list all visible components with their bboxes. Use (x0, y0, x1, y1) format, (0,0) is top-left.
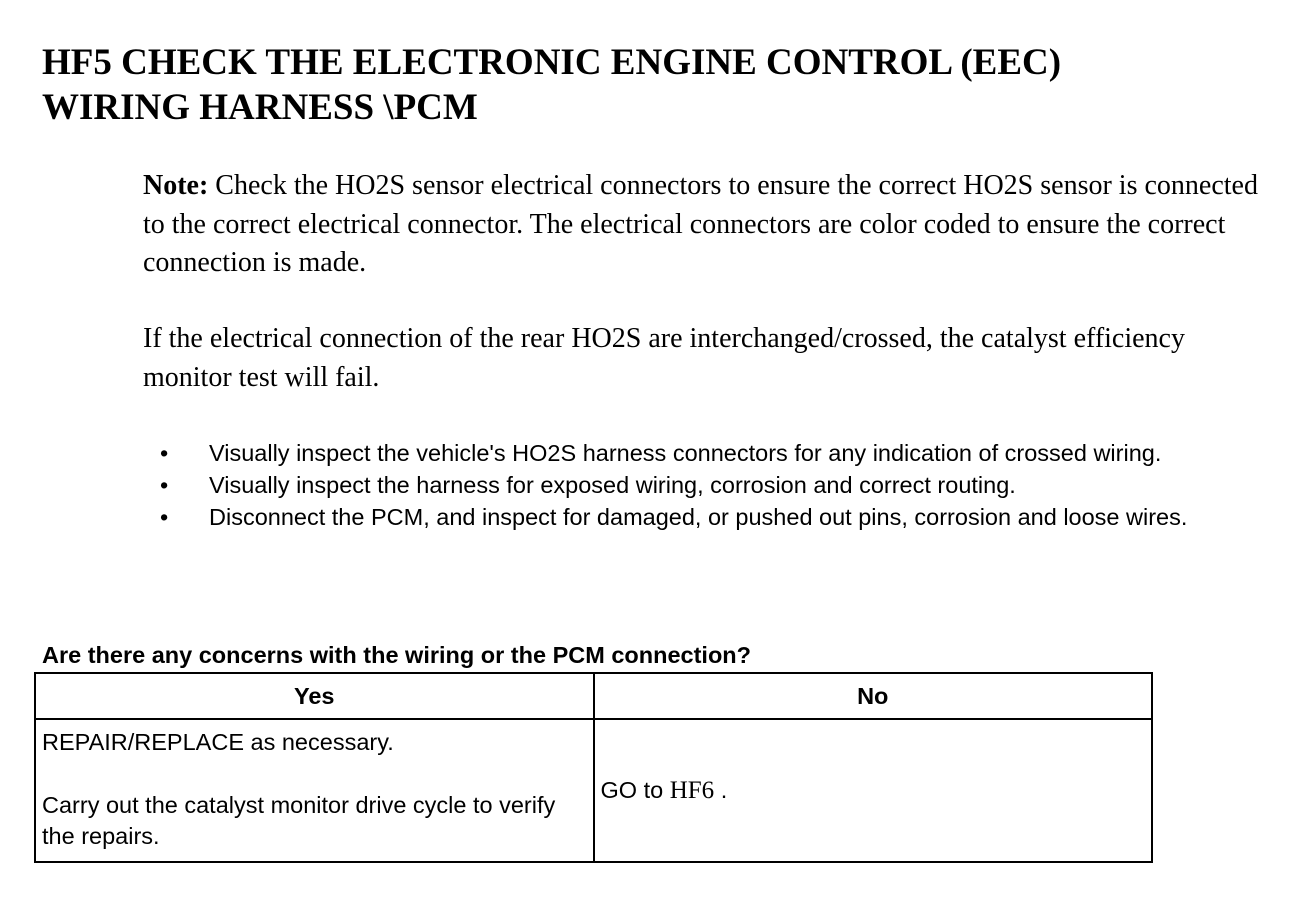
table-header-row (35, 673, 1152, 719)
list-item-text: Visually inspect the vehicle's HO2S harness connectors for any indication of crossed wiring. (209, 440, 1162, 466)
inspection-list (160, 437, 1260, 533)
bullet-icon: • (160, 440, 169, 466)
question-heading: Are there any concerns with the wiring or the PCM connection? (42, 642, 752, 668)
list-item-text: Disconnect the PCM, and inspect for damaged, or pushed out pins, corrosion and loose wires. (209, 504, 1188, 530)
page-title (42, 40, 1272, 130)
list-item (160, 437, 1260, 469)
no-cell (594, 719, 1153, 862)
hf6-link[interactable]: HF6 (669, 777, 715, 804)
header-yes: Yes (35, 673, 594, 719)
note-text: Check the HO2S sensor electrical connectors to ensure the correct HO2S sensor is connected to the correct electrical connector. The electrical connectors are color coded to ensure the correct connection is made. (143, 170, 1258, 278)
note-paragraph (143, 167, 1273, 283)
effect-paragraph: If the electrical connection of the rear HO2S are interchanged/crossed, the catalyst efficiency monitor test will fail. (143, 323, 1185, 393)
header-no: No (594, 673, 1153, 719)
title-line-2: WIRING HARNESS \PCM (42, 87, 478, 128)
yes-cell (35, 719, 594, 862)
yes-cell-line-1: REPAIR/REPLACE as necessary. (42, 729, 394, 755)
list-item (160, 501, 1260, 533)
answer-table (34, 672, 1153, 863)
list-item (160, 469, 1260, 501)
list-item-text: Visually inspect the harness for exposed wiring, corrosion and correct routing. (209, 472, 1016, 498)
bullet-icon: • (160, 504, 169, 530)
bullet-icon: • (160, 472, 169, 498)
title-line-1: HF5 CHECK THE ELECTRONIC ENGINE CONTROL (EEC) (42, 42, 1062, 83)
table-row (35, 719, 1152, 862)
no-cell-prefix: GO to (600, 777, 670, 803)
note-label: Note: (143, 170, 209, 201)
yes-cell-line-2: Carry out the catalyst monitor drive cycle to verify the repairs. (42, 792, 556, 849)
no-cell-suffix: . (714, 777, 728, 803)
